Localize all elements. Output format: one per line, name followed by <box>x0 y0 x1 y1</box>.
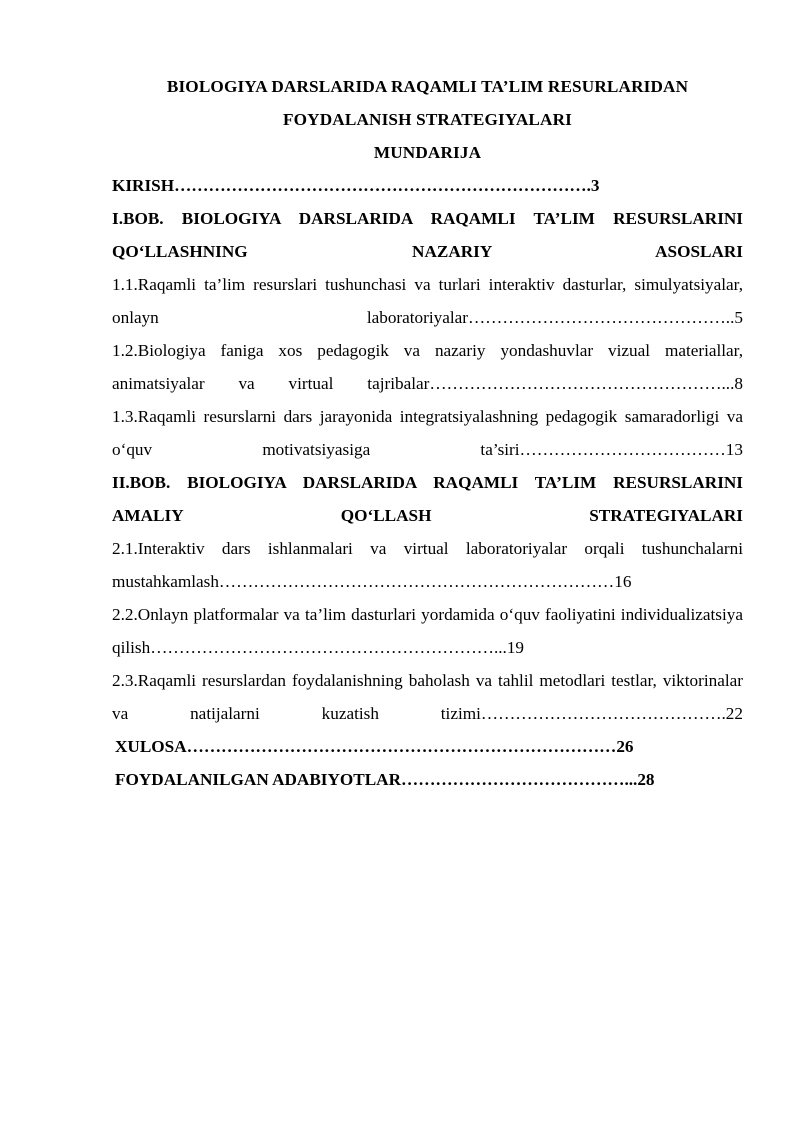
toc-entry-section-2-1[interactable]: 2.1.Interaktiv dars ishlanmalari va virtual laboratoriyalar orqali tushunchalarni mustahkamlash……………………………………………………………16 <box>112 539 743 591</box>
contents-heading: MUNDARIJA <box>373 143 482 162</box>
toc-entry-section-2-3[interactable]: 2.3.Raqamli resurslardan foydalanishning baholash va tahlil metodlari testlar, viktorinalar va natijalarni kuzatish tizimi…………………………………….22 <box>112 671 743 723</box>
toc-entry-section-1-2[interactable]: 1.2.Biologiya faniga xos pedagogik va nazariy yondashuvlar vizual materiallar, animatsiyalar va virtual tajribalar……………………………………………...8 <box>112 341 743 393</box>
document-title-line-1: BIOLOGIYA DARSLARIDA RAQAMLI TA’LIM RESURLARIDAN <box>166 77 689 96</box>
toc-entry-chapter-1[interactable]: I.BOB. BIOLOGIYA DARSLARIDA RAQAMLI TA’LIM RESURSLARINI QO‘LLASHNING NAZARIY ASOSLARI <box>112 209 743 261</box>
document-title <box>112 70 743 136</box>
toc-entry-section-2-2[interactable]: 2.2.Onlayn platformalar va ta’lim dasturlari yordamida o‘quv faoliyatini individualizatsiya qilish……………………………………………………...19 <box>112 605 743 657</box>
toc-entry-adabiyotlar[interactable]: FOYDALANILGAN ADABIYOTLAR…………………………………...28 <box>115 770 655 789</box>
toc-entry-section-1-3[interactable]: 1.3.Raqamli resurslarni dars jarayonida integratsiyalashning pedagogik samaradorligi va o‘quv motivatsiyasiga ta’siri………………………………13 <box>112 407 743 459</box>
document-title-line-2: FOYDALANISH STRATEGIYALARI <box>283 110 572 129</box>
toc-entry-chapter-2[interactable]: II.BOB. BIOLOGIYA DARSLARIDA RAQAMLI TA’LIM RESURSLARINI AMALIY QO‘LLASH STRATEGIYALARI <box>112 473 743 525</box>
toc-entry-kirish[interactable]: KIRISH……………………………………………………………….3 <box>112 176 600 195</box>
toc-entry-xulosa[interactable]: XULOSA…………………………………………………………………26 <box>115 737 634 756</box>
toc-entry-section-1-1[interactable]: 1.1.Raqamli ta’lim resurslari tushunchasi va turlari interaktiv dasturlar, simulyatsiyalar, onlayn laboratoriyalar………………………………………..5 <box>112 275 743 327</box>
table-of-contents <box>112 169 743 796</box>
document-content <box>112 70 743 796</box>
